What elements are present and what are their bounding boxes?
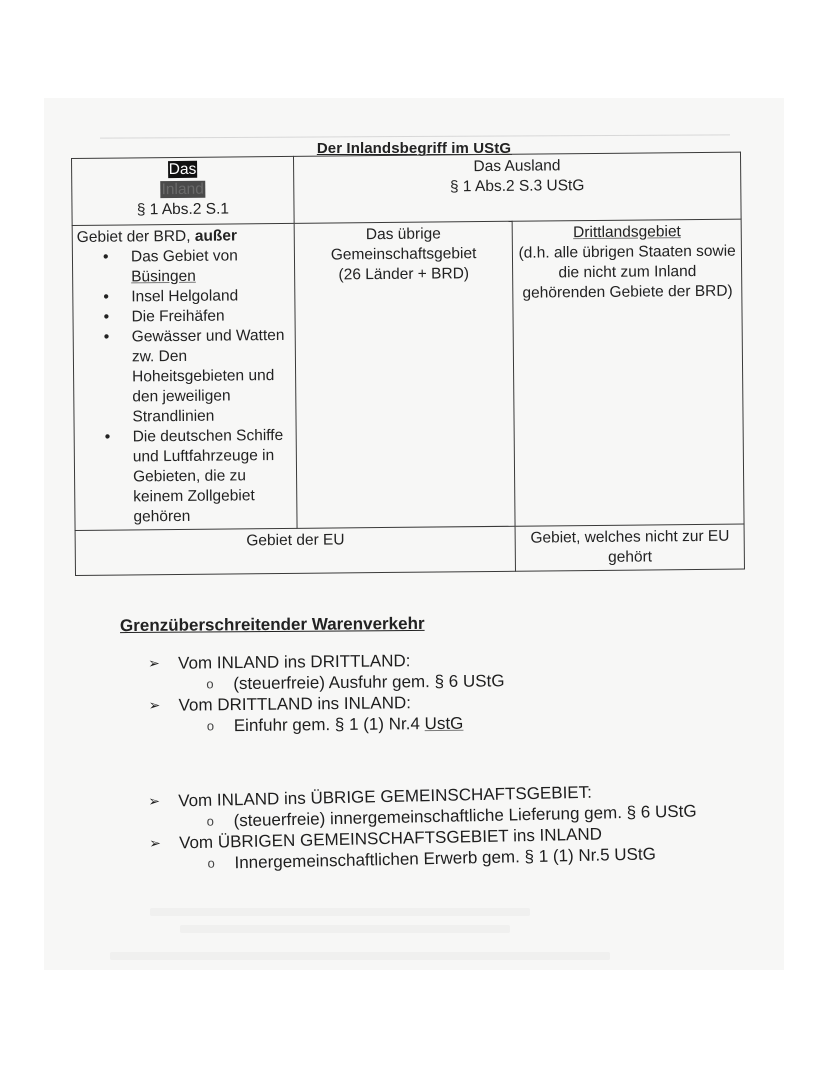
bleed-through-text [110,952,610,960]
circle-bullet-icon: o [206,718,215,734]
arrow-bullet-icon: ➢ [148,834,161,851]
inland-ref: § 1 Abs.2 S.1 [136,200,230,219]
inlandsbegriff-table-wrapper [71,152,745,576]
list-item: • Die Freihäfen [131,306,290,328]
list-item: • Gewässer und Watten zw. Den Hoheitsgebieten und den jeweiligen Strandlinien [132,326,292,428]
flow-drittland-inland: ➢ Vom DRITTLAND ins INLAND: [148,693,412,715]
flow-sub-einfuhr: o Einfuhr gem. § 1 (1) Nr.4 UstG [206,713,464,736]
bleed-through-text [150,908,530,916]
flow-sub-ausfuhr: o (steuerfreie) Ausfuhr gem. § 6 UStG [206,671,505,694]
table-footer-row [75,524,744,575]
flows-group-drittland [148,649,505,737]
list-item: • Insel Helgoland [131,286,290,308]
ausland-ref: § 1 Abs.2 S.3 UStG [449,177,585,196]
flow-sub-erwerb: o Innergemeinschaftlichen Erwerb gem. § 1 (1) Nr.5 UStG [207,844,657,873]
inland-definition-cell [72,223,297,530]
section-heading: Grenzüberschreitender Warenverkehr [119,613,425,636]
inland-label-highlight-1: Das [168,160,197,179]
list-item: • Die deutschen Schiffe und Luftfahrzeuge in Gebieten, die zu keinem Zollgebiet gehören [133,426,293,528]
ustg-underlined: UstG [424,713,464,734]
arrow-bullet-icon: ➢ [148,792,161,809]
circle-bullet-icon: o [207,855,215,871]
non-eu-label: Gebiet, welches nicht zur EU gehört [530,527,730,566]
flow-inland-gemeinschaft: ➢ Vom INLAND ins ÜBRIGE GEMEINSCHAFTSGEBIET: [148,782,593,811]
table-header-row [72,152,742,225]
gemeinschaft-line2: Gemeinschaftsgebiet [330,245,477,264]
list-item: • Das Gebiet von Büsingen [131,246,290,288]
inland-intro: Gebiet der BRD, außer [76,227,238,246]
circle-bullet-icon: o [206,813,215,829]
eu-cell [75,526,516,575]
gemeinschaft-line3: (26 Länder + BRD) [338,265,470,284]
header-ausland-cell [293,152,741,223]
arrow-bullet-icon: ➢ [148,654,160,671]
table-body-row [72,219,744,530]
flow-sub-lieferung: o (steuerfreie) innergemeinschaftliche Lieferung gem. § 6 UStG [206,801,697,831]
inland-exceptions-list [77,246,292,528]
flows-group-gemeinschaft [148,780,698,875]
bleed-through-text [180,925,510,933]
flow-inland-drittland: ➢ Vom INLAND ins DRITTLAND: [148,651,411,673]
inland-label-highlight-2: Inland [161,180,204,199]
flow-gemeinschaft-inland: ➢ Vom ÜBRIGEN GEMEINSCHAFTSGEBIET ins INLAND [148,824,603,853]
header-inland-cell [72,156,294,225]
drittland-cell [513,219,744,526]
eu-label: Gebiet der EU [246,531,345,550]
inlandsbegriff-table [71,152,745,576]
gemeinschaftsgebiet-cell [294,221,516,528]
non-eu-cell [516,524,745,571]
gemeinschaft-line1: Das übrige [365,225,441,244]
arrow-bullet-icon: ➢ [148,696,161,713]
ausser-bold: außer [194,227,238,245]
drittland-desc: (d.h. alle übrigen Staaten sowie die nicht zum Inland gehörenden Gebiete der BRD) [518,242,736,302]
buesingen-underlined: Büsingen [131,267,196,286]
document-title: Der Inlandsbegriff im UStG [316,140,512,157]
circle-bullet-icon: o [206,676,214,692]
ausland-label: Das Ausland [473,157,561,176]
drittland-title: Drittlandsgebiet [573,223,681,242]
